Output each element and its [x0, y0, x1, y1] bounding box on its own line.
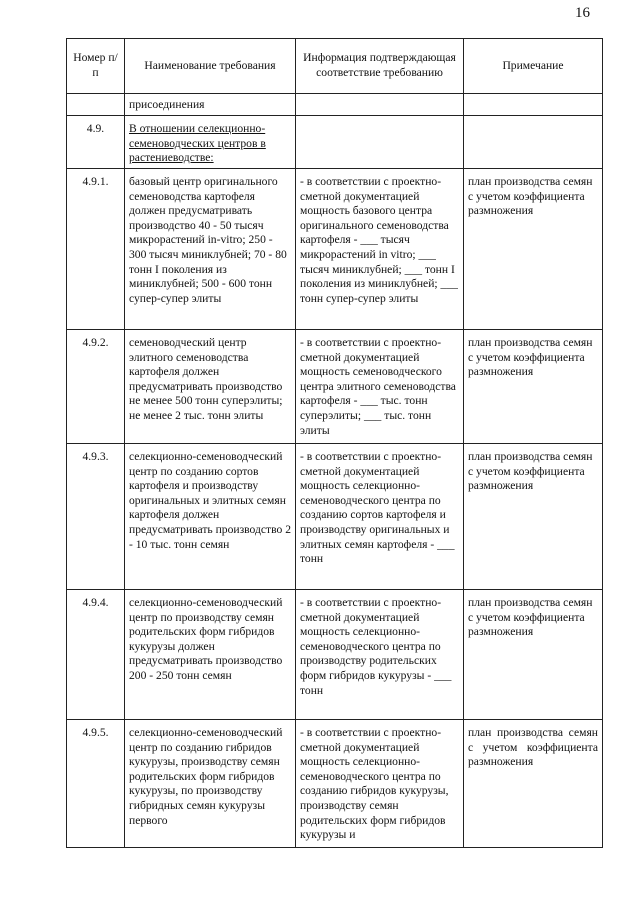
- header-requirement: Наименование требования: [125, 39, 296, 94]
- row-number: 4.9.1.: [67, 169, 125, 330]
- table-header-row: [67, 39, 603, 94]
- section-heading: В отношении селекционно-семеноводческих центров в растениеводстве:: [125, 116, 296, 169]
- row-number: 4.9.3.: [67, 444, 125, 590]
- row-requirement: селекционно-семеноводческий центр по созданию гибридов кукурузы, производству семян родительских форм гибридов кукурузы, по производству гибридных семян кукурузы первого: [125, 720, 296, 848]
- row-number: 4.9.: [67, 116, 125, 169]
- row-number: 4.9.2.: [67, 330, 125, 444]
- row-info: [296, 94, 464, 116]
- table-row: [67, 720, 603, 848]
- table-row: [67, 169, 603, 330]
- table-row: [67, 94, 603, 116]
- header-number: Номер п/п: [67, 39, 125, 94]
- row-info: - в соответствии с проектно-сметной документацией мощность семеноводческого центра элитного семеноводства картофеля - ___ тыс. тонн суперэлиты; ___ тыс. тонн элиты: [296, 330, 464, 444]
- row-note: план производства семян с учетом коэффициента размножения: [464, 330, 603, 444]
- header-info: Информация подтверждающая соответствие требованию: [296, 39, 464, 94]
- page-number: 16: [575, 5, 590, 21]
- row-note: [464, 94, 603, 116]
- table-row: [67, 330, 603, 444]
- row-number: 4.9.5.: [67, 720, 125, 848]
- row-note: [464, 116, 603, 169]
- table-row: [67, 444, 603, 590]
- row-requirement: базовый центр оригинального семеноводства картофеля должен предусматривать производство 40 - 50 тысяч микрорастений in-vitro; 250 - 300 тысяч миниклубней; 70 - 80 тонн I поколения из миниклубней; 500 - 600 тонн супер-супер элиты: [125, 169, 296, 330]
- row-requirement: семеноводческий центр элитного семеноводства картофеля должен предусматривать производство не менее 500 тонн суперэлиты; не менее 2 тыс. тонн элиты: [125, 330, 296, 444]
- row-note: план производства семян с учетом коэффициента размножения: [464, 590, 603, 720]
- row-requirement: присоединения: [125, 94, 296, 116]
- row-requirement: селекционно-семеноводческий центр по производству семян родительских форм гибридов кукурузы должен предусматривать производство 200 - 250 тонн семян: [125, 590, 296, 720]
- header-note: Примечание: [464, 39, 603, 94]
- row-requirement: селекционно-семеноводческий центр по созданию сортов картофеля и производству оригинальных и элитных семян картофеля должен предусматривать производство 2 - 10 тыс. тонн семян: [125, 444, 296, 590]
- row-note: план производства семян с учетом коэффициента размножения: [464, 720, 603, 848]
- row-note: план производства семян с учетом коэффициента размножения: [464, 169, 603, 330]
- row-number: [67, 94, 125, 116]
- row-info: - в соответствии с проектно-сметной документацией мощность селекционно-семеноводческого центра по производству родительских форм гибридов кукурузы - ___ тонн: [296, 590, 464, 720]
- table-row: [67, 590, 603, 720]
- row-info: - в соответствии с проектно-сметной документацией мощность селекционно-семеноводческого центра по созданию сортов картофеля и производству оригинальных и элитных семян картофеля - ___ тонн: [296, 444, 464, 590]
- requirements-table: [66, 38, 603, 848]
- table-row: [67, 116, 603, 169]
- row-info: [296, 116, 464, 169]
- row-info: - в соответствии с проектно-сметной документацией мощность селекционно-семеноводческого центра по созданию гибридов кукурузы, производству семян родительских форм гибридов кукурузы и: [296, 720, 464, 848]
- row-info: - в соответствии с проектно-сметной документацией мощность базового центра оригинального семеноводства картофеля - ___ тысяч микрорастений in vitro; ___ тысяч миниклубней; ___ тонн I поколения из миниклубней; ___ тонн супер-супер элиты: [296, 169, 464, 330]
- row-note: план производства семян с учетом коэффициента размножения: [464, 444, 603, 590]
- row-number: 4.9.4.: [67, 590, 125, 720]
